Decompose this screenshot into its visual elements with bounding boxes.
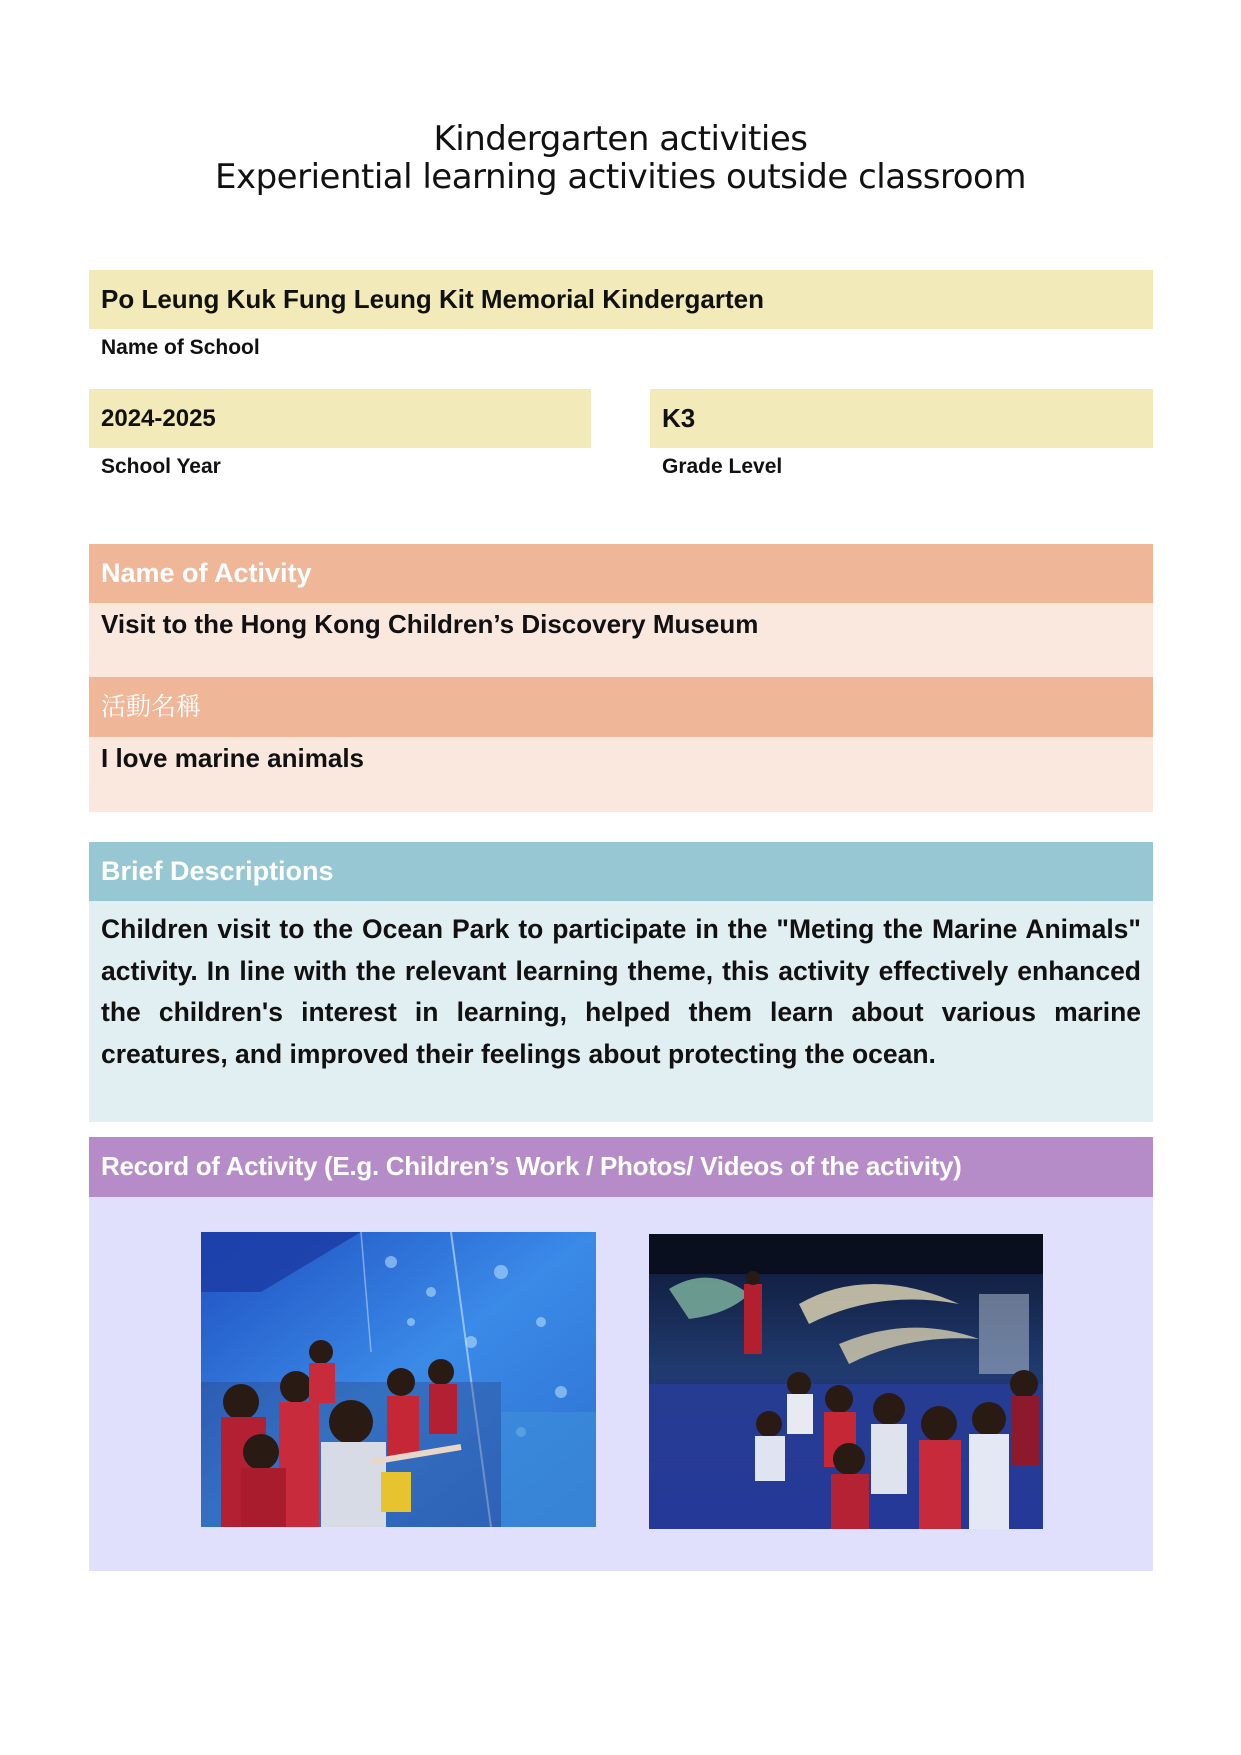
description-body [89,901,1153,1122]
activity-name-zh-header: 活動名稱 [89,677,1153,737]
school-year-label: School Year [101,455,221,478]
description-text: Children visit to the Ocean Park to participate in the "Meting the Marine Animals" activity. In line with the relevant learning theme, this activity effectively enhanced the children's interest in learning, helped them learn about various marine creatures, and improved their feelings about protecting the ocean. [101,914,1141,1069]
activity-name-header: Name of Activity [89,544,1153,603]
activity-name-value: Visit to the Hong Kong Children’s Discovery Museum [101,609,759,639]
school-year-field: 2024-2025 [89,389,591,448]
aquarium-photo [201,1232,596,1527]
grade-level-label: Grade Level [662,455,783,478]
activity-name-body [89,603,1153,677]
page-title: Kindergarten activities [433,119,808,159]
school-name-label: Name of School [101,336,260,359]
school-name-field: Po Leung Kuk Fung Leung Kit Memorial Kindergarten [89,270,1153,329]
grade-level-field: K3 [650,389,1153,448]
activity-name-zh-value: I love marine animals [101,743,365,773]
description-header: Brief Descriptions [89,842,1153,901]
page-subtitle: Experiential learning activities outside classroom [215,157,1026,197]
record-header: Record of Activity (E.g. Children’s Work / Photos/ Videos of the activity) [89,1137,1153,1197]
museum-photo [649,1234,1043,1529]
activity-name-zh-body [89,737,1153,812]
aquarium-photo-image [201,1232,596,1527]
museum-photo-image [649,1234,1043,1529]
